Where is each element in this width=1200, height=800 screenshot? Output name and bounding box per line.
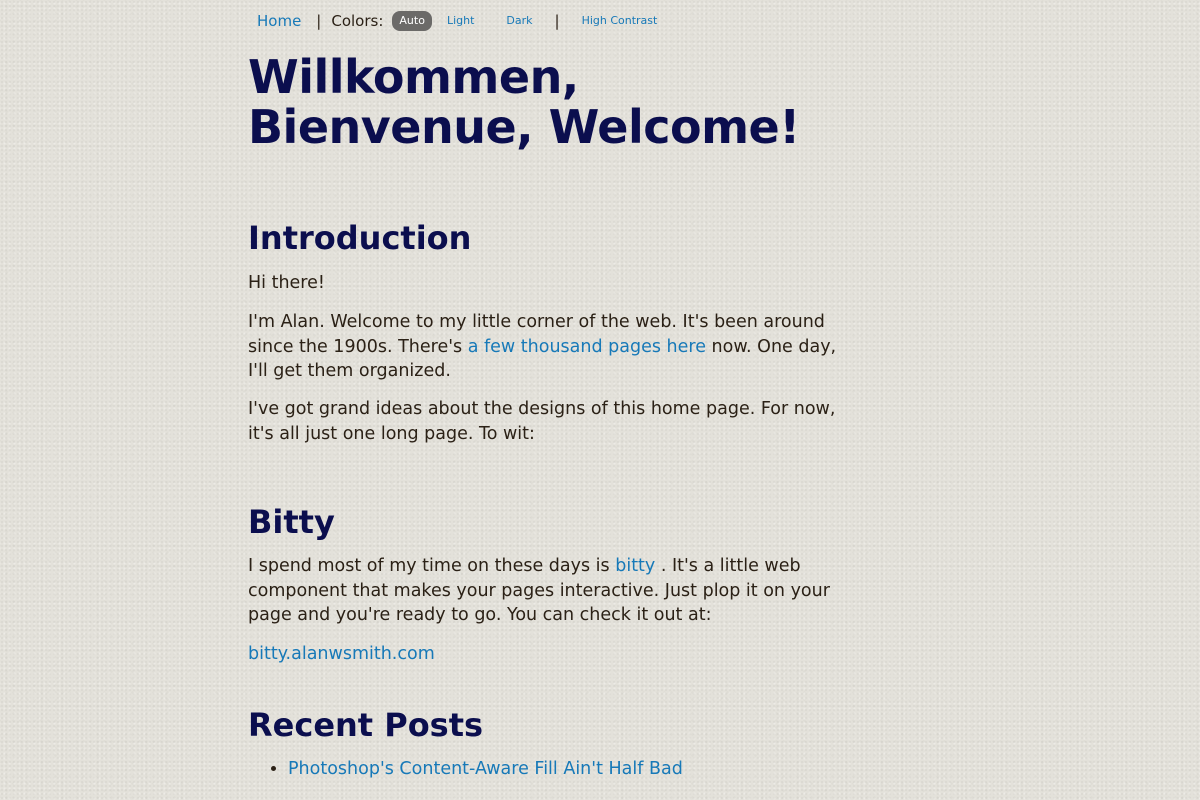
bitty-url-paragraph: [248, 642, 435, 667]
page-title-line-2: Bienvenue, Welcome!: [248, 100, 800, 154]
bitty-heading: Bitty: [248, 503, 335, 541]
ideas-paragraph: I've got grand ideas about the designs of this home page. For now, it's all just one long page. To wit:: [248, 399, 836, 444]
color-option-auto[interactable]: Auto: [392, 11, 432, 31]
bitty-text-before: I spend most of my time on these days is: [248, 556, 616, 576]
page-title-line-1: Willkommen,: [248, 50, 579, 104]
color-option-dark[interactable]: Dark: [506, 14, 533, 27]
pages-link[interactable]: a few thousand pages here: [467, 336, 706, 357]
color-option-high-contrast[interactable]: High Contrast: [581, 14, 658, 27]
intro-text-after: now. One day, I'll get them organized.: [248, 336, 837, 381]
bitty-link[interactable]: bitty: [615, 556, 656, 576]
recent-posts-list: [248, 757, 683, 781]
recent-posts-heading: Recent Posts: [248, 706, 484, 744]
intro-text-before: I'm Alan. Welcome to my little corner of the web. It's been around since the 1900s. There's: [248, 312, 825, 357]
nav-separator: |: [316, 12, 322, 30]
bitty-paragraph: [248, 554, 853, 628]
post-link[interactable]: Photoshop's Content-Aware Fill Ain't Half Bad: [288, 759, 683, 779]
main-content: [248, 50, 853, 779]
bitty-text-after: . It's a little web component that makes your pages interactive. Just plop it on your page and you're ready to go. You can check it out at:: [248, 556, 830, 625]
nav-separator: |: [554, 12, 560, 30]
home-link[interactable]: Home: [257, 12, 302, 30]
color-option-light[interactable]: Light: [446, 14, 475, 27]
intro-paragraph: [248, 310, 853, 384]
top-nav: [248, 10, 664, 32]
colors-label: Colors:: [331, 12, 384, 30]
list-item: [288, 757, 683, 781]
bitty-url-link[interactable]: bitty.alanwsmith.com: [248, 644, 435, 664]
introduction-heading: Introduction: [248, 219, 472, 257]
page-title: [248, 52, 853, 152]
greeting-text: Hi there!: [248, 273, 325, 293]
